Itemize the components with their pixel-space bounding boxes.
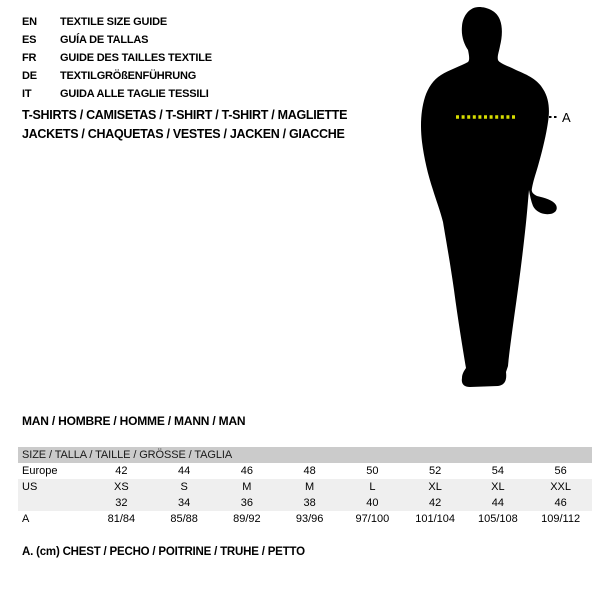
category-jackets: JACKETS / CHAQUETAS / VESTES / JACKEN / GIACCHE xyxy=(22,127,345,141)
size-cell: XS xyxy=(114,481,129,493)
size-cell: XL xyxy=(428,481,442,493)
garment-categories xyxy=(22,106,347,144)
table-row-chest-a xyxy=(18,511,592,527)
table-row-numeric xyxy=(18,495,592,511)
row-label: US xyxy=(22,481,38,493)
language-code: EN xyxy=(22,16,37,28)
size-cell: 109/112 xyxy=(541,513,581,525)
size-cell: 89/92 xyxy=(233,513,261,525)
size-cell: 42 xyxy=(429,497,442,509)
language-code: DE xyxy=(22,70,37,82)
size-cell: 46 xyxy=(554,497,567,509)
size-cell: 101/104 xyxy=(415,513,455,525)
size-cell: 97/100 xyxy=(355,513,390,525)
size-cell: 42 xyxy=(115,465,128,477)
size-cell: 40 xyxy=(366,497,379,509)
size-cell: 34 xyxy=(178,497,191,509)
size-cell: 50 xyxy=(366,465,379,477)
language-row-de xyxy=(22,67,212,85)
category-tshirts: T-SHIRTS / CAMISETAS / T-SHIRT / T-SHIRT / MAGLIETTE xyxy=(22,108,348,122)
language-list xyxy=(22,13,212,103)
language-label: GUÍA DE TALLAS xyxy=(60,34,149,46)
language-row-en xyxy=(22,13,212,31)
language-row-it xyxy=(22,85,212,103)
size-cell: XXL xyxy=(550,481,572,493)
language-label: TEXTILGRÖßENFÜHRUNG xyxy=(60,70,197,82)
size-cell: 81/84 xyxy=(107,513,136,525)
language-row-es xyxy=(22,31,212,49)
size-cell: 32 xyxy=(115,497,128,509)
size-table-header: SIZE / TALLA / TAILLE / GRÖSSE / TAGLIA xyxy=(18,447,592,463)
size-cell: 85/88 xyxy=(170,513,198,525)
language-code: ES xyxy=(22,34,37,46)
size-cell: M xyxy=(242,481,252,493)
size-cell: 36 xyxy=(240,497,253,509)
row-label: A xyxy=(22,513,30,525)
measurement-footnote: A. (cm) CHEST / PECHO / POITRINE / TRUHE / PETTO xyxy=(22,546,305,558)
language-label: TEXTILE SIZE GUIDE xyxy=(60,16,168,28)
size-cell: 56 xyxy=(554,465,567,477)
row-label: Europe xyxy=(22,465,58,477)
size-cell: 38 xyxy=(303,497,316,509)
measurement-label-a: A xyxy=(562,110,571,125)
size-cell: 52 xyxy=(429,465,442,477)
language-code: FR xyxy=(22,52,37,64)
section-title-man: MAN / HOMBRE / HOMME / MANN / MAN xyxy=(22,414,246,428)
size-table xyxy=(18,447,592,527)
size-cell: 48 xyxy=(303,465,316,477)
size-cell: M xyxy=(305,481,315,493)
man-silhouette xyxy=(421,7,557,387)
size-cell: 105/108 xyxy=(477,513,518,525)
size-cell: L xyxy=(369,481,376,493)
table-row-europe xyxy=(18,463,592,479)
size-cell: 54 xyxy=(491,465,504,477)
size-cell: 44 xyxy=(491,497,504,509)
language-label: GUIDA ALLE TAGLIE TESSILI xyxy=(60,88,209,100)
man-silhouette-figure xyxy=(405,0,600,400)
language-label: GUIDE DES TAILLES TEXTILE xyxy=(60,52,212,64)
size-cell: XL xyxy=(491,481,505,493)
size-cell: 44 xyxy=(178,465,191,477)
size-cell: S xyxy=(180,481,188,493)
size-cell: 93/96 xyxy=(295,513,324,525)
language-row-fr xyxy=(22,49,212,67)
language-code: IT xyxy=(22,88,32,100)
table-row-us xyxy=(18,479,592,495)
size-cell: 46 xyxy=(240,465,253,477)
